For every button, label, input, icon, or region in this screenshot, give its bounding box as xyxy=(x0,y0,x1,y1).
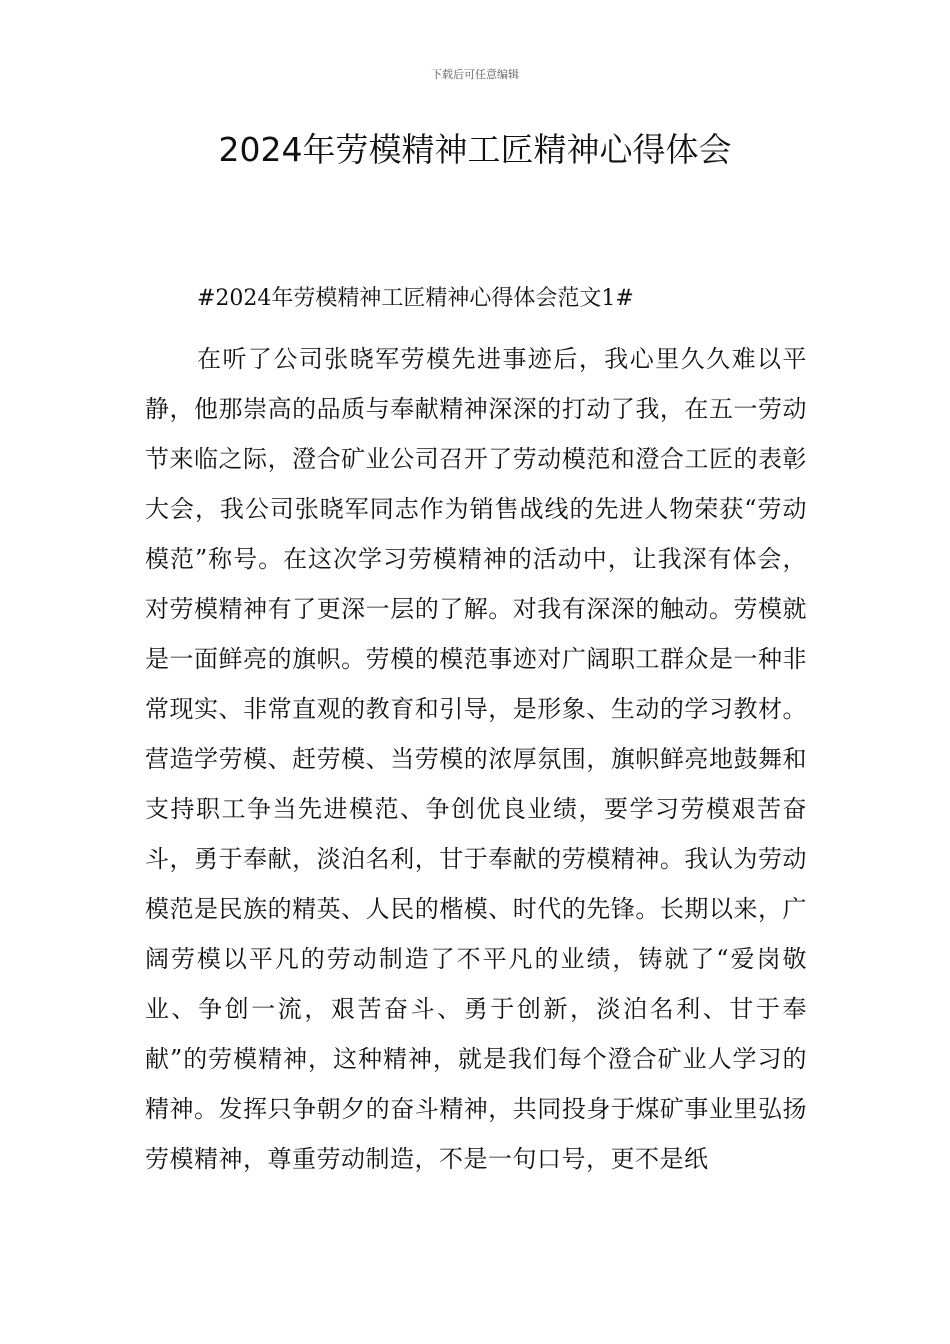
body-paragraph: 在听了公司张晓军劳模先进事迹后，我心里久久难以平静，他那崇高的品质与奉献精神深深的打动了我，在五一劳动节来临之际，澄合矿业公司召开了劳动模范和澄合工匠的表彰大会，我公司张晓军同志作为销售战线的先进人物荣获“劳动模范”称号。在这次学习劳模精神的活动中，让我深有体会，对劳模精神有了更深一层的了解。对我有深深的触动。劳模就是一面鲜亮的旗帜。劳模的模范事迹对广阔职工群众是一种非常现实、非常直观的教育和引导，是形象、生动的学习教材。营造学劳模、赶劳模、当劳模的浓厚氛围，旗帜鲜亮地鼓舞和支持职工争当先进模范、争创优良业绩，要学习劳模艰苦奋斗，勇于奉献，淡泊名利，甘于奉献的劳模精神。我认为劳动模范是民族的精英、人民的楷模、时代的先锋。长期以来，广阔劳模以平凡的劳动制造了不平凡的业绩，铸就了“爱岗敬业、争创一流，艰苦奋斗、勇于创新，淡泊名利、甘于奉献”的劳模精神，这种精神，就是我们每个澄合矿业人学习的精神。发挥只争朝夕的奋斗精神，共同投身于煤矿事业里弘扬劳模精神，尊重劳动制造，不是一句口号，更不是纸 xyxy=(145,345,807,1173)
document-body xyxy=(145,284,807,1184)
section-subheading: #2024年劳模精神工匠精神心得体会范文1# xyxy=(197,286,634,311)
download-note: 下载后可任意编辑 xyxy=(431,68,519,81)
document-title: 2024年劳模精神工匠精神心得体会 xyxy=(218,130,732,169)
